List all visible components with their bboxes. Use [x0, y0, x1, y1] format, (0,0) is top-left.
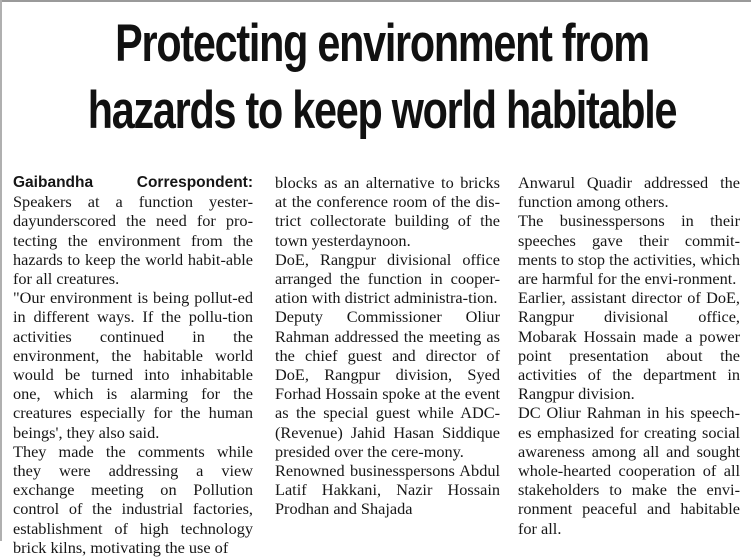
paragraph: They made the comments while they were addressing a view exchange meeting on Pollution control of the industrial factories, establishment of high technology brick kilns, motivating the use of	[13, 441, 253, 557]
headline	[22, 10, 677, 144]
paragraph: "Our environment is being pollut-ed in different ways. If the pollu-tion activities continued in the environment, the habitable world would be turned into inhabitable one, which is alarming for the creatures especially for the human beings', they also said.	[13, 288, 253, 442]
article-column-2	[275, 173, 500, 519]
paragraph: Renowned businesspersons Abdul Latif Hakkani, Nazir Hossain Prodhan and Shajada	[275, 461, 500, 519]
paragraph: blocks as an alternative to bricks at the conference room of the dis-trict collectorate building of the town yesterdaynoon.	[275, 173, 500, 250]
byline: Gaibandha Correspondent:	[13, 174, 253, 191]
paragraph: DoE, Rangpur divisional office arranged the function in cooper-ation with district administra-tion.	[275, 249, 500, 308]
paragraph: Earlier, assistant director of DoE, Rangpur divisional office, Mobarak Hossain made a power point presentation about the activities of the department in Rangpur division.	[518, 288, 740, 404]
top-border	[0, 0, 751, 2]
headline-line-2: hazards to keep world habitable	[87, 81, 677, 140]
article-column-3	[518, 173, 740, 538]
article-column-1	[13, 173, 253, 557]
paragraph: Deputy Commissioner Oliur Rahman addressed the meeting as the chief guest and director of DoE, Rangpur division, Syed Forhad Hossain spoke at the event as the special guest while ADC-(Revenue) Jahid Hasan Siddique presided over the cere-mony.	[275, 307, 500, 461]
paragraph: Anwarul Quadir addressed the function among others.	[518, 173, 740, 212]
paragraph: DC Oliur Rahman in his speech-es emphasized for creating social awareness among all and sought whole-hearted cooperation of all stakeholders to make the envi-ronment peaceful and habitable for all.	[518, 403, 740, 538]
paragraph: Speakers at a function yester-dayunderscored the need for pro-tecting the environment from the hazards to keep the world habit-able for all creatures.	[13, 192, 253, 289]
headline-line-1: Protecting environment from	[115, 14, 649, 73]
left-border	[0, 0, 2, 541]
paragraph: The businesspersons in their speeches gave their commit-ments to stop the activities, which are harmful for the envi-ronment.	[518, 211, 740, 289]
